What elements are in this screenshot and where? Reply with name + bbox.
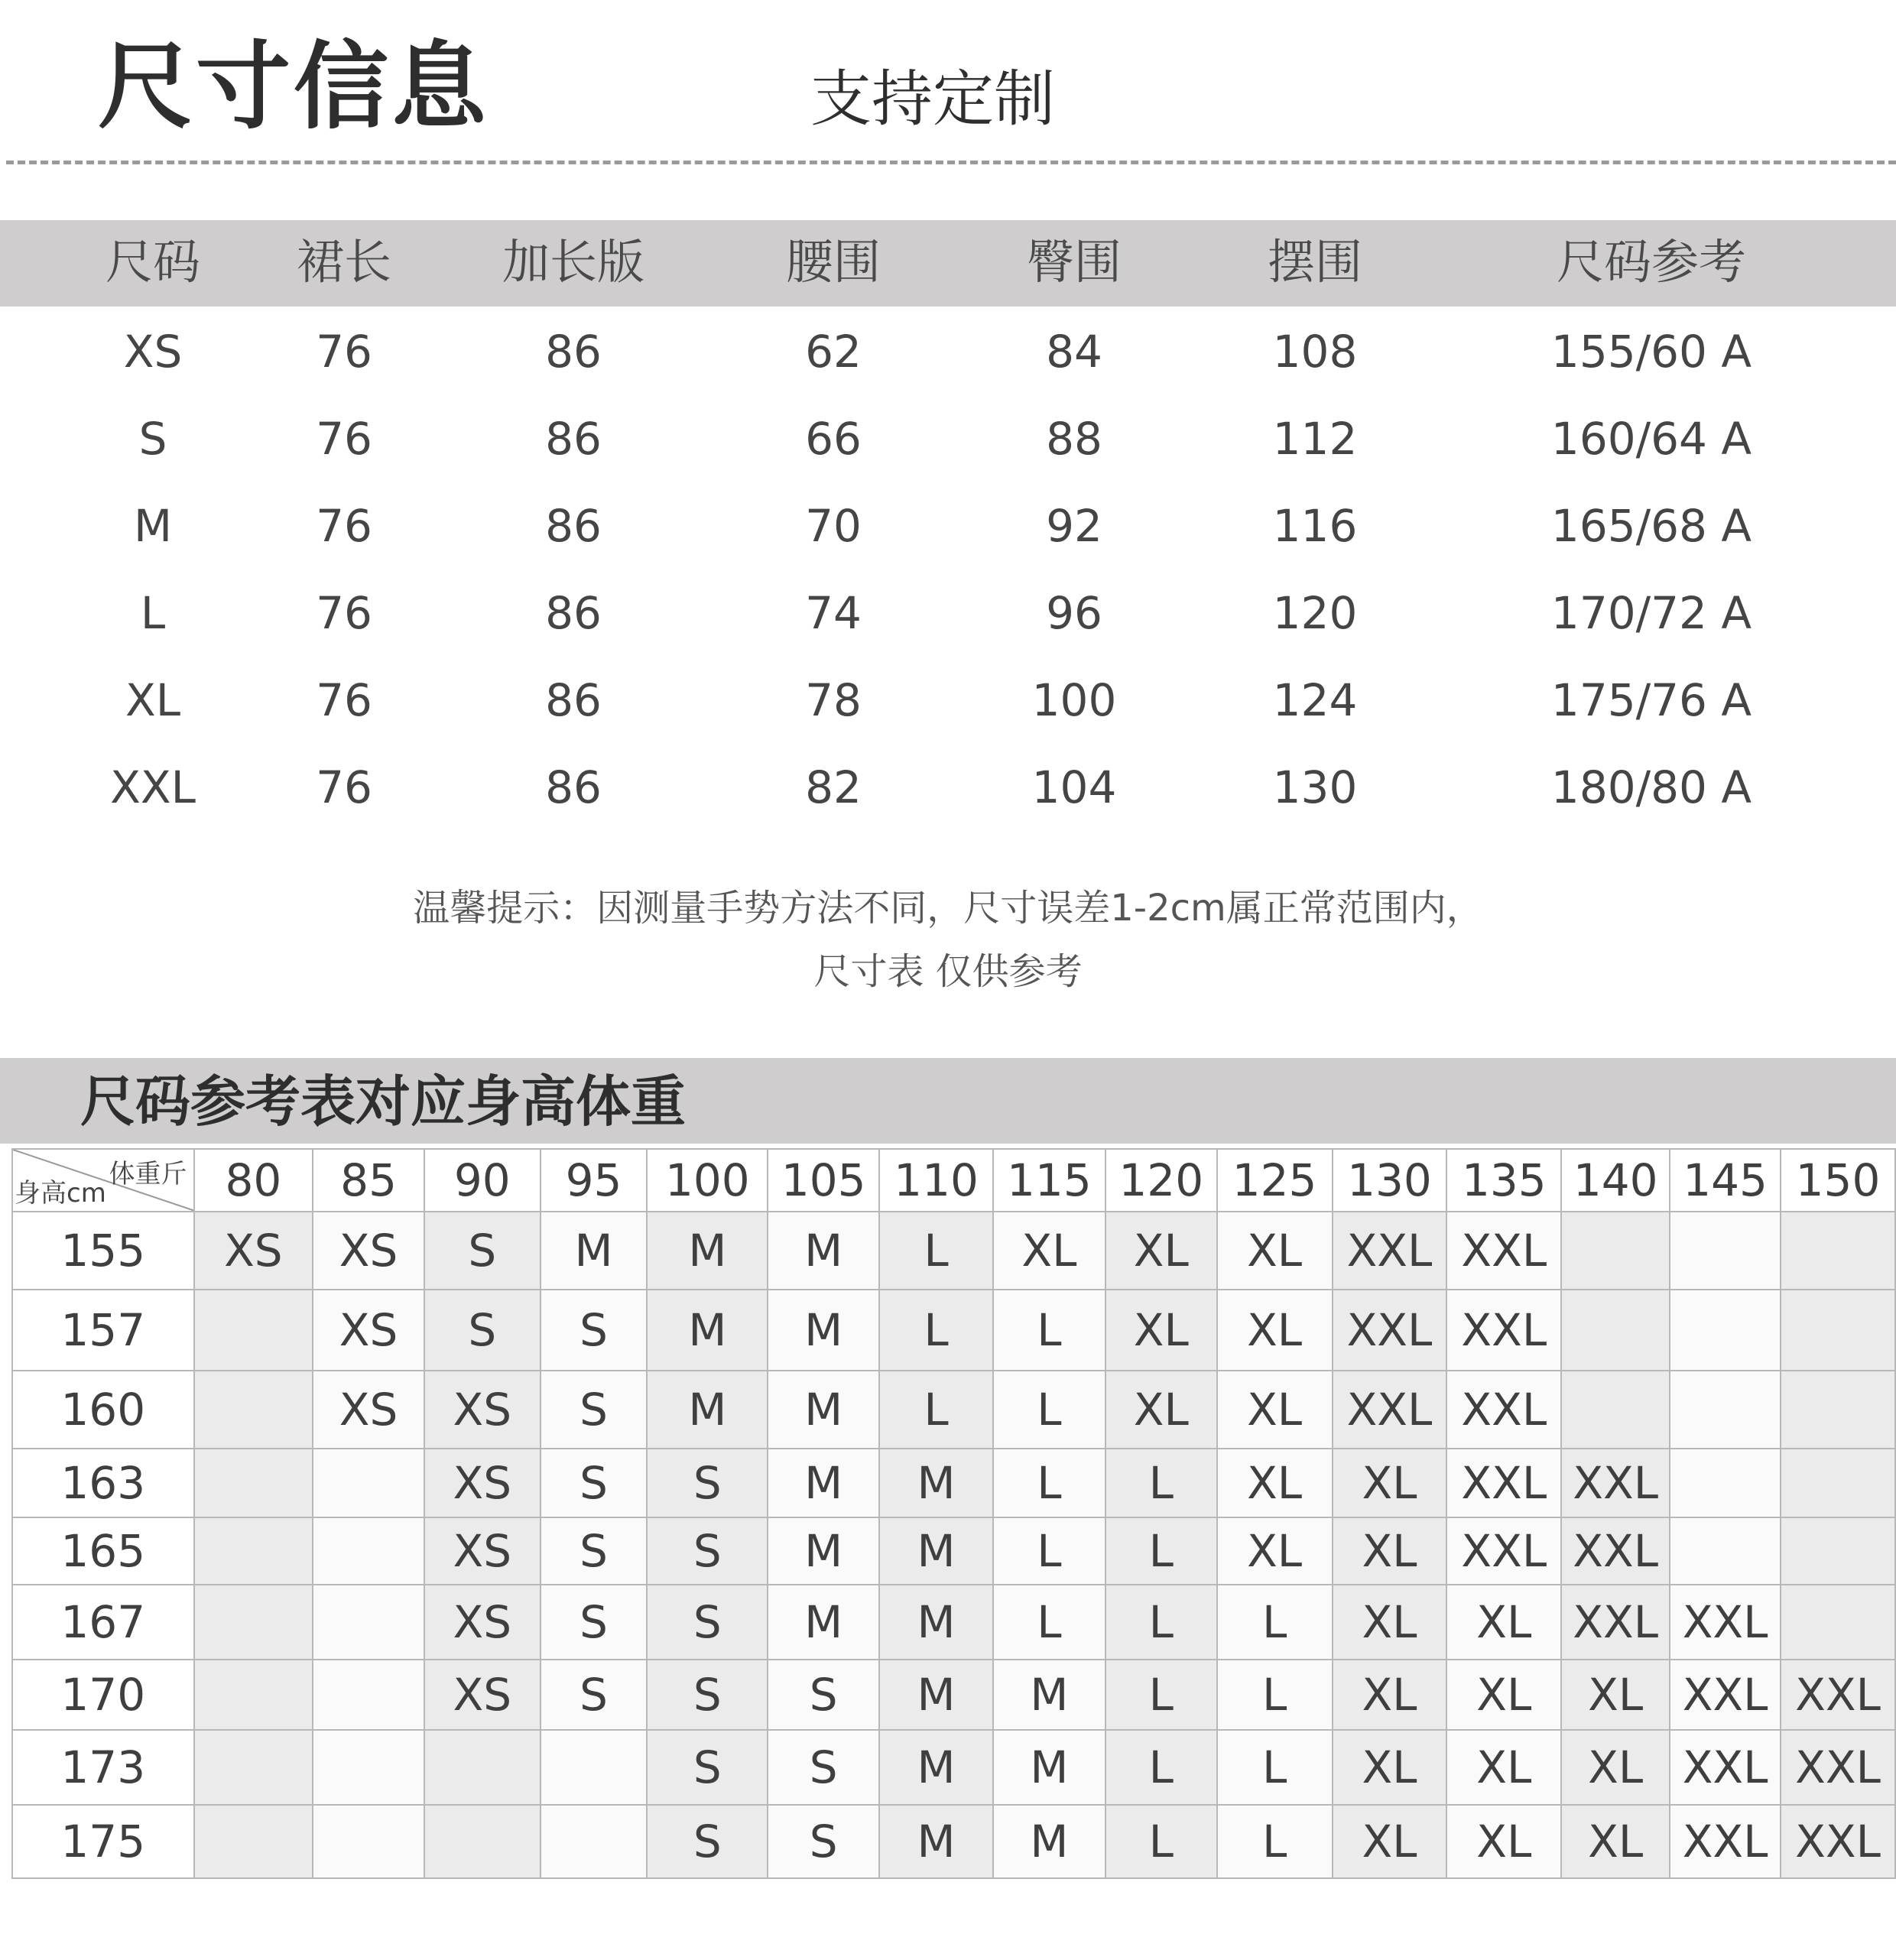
size-cell <box>1670 1371 1781 1449</box>
size-cell <box>313 1730 424 1805</box>
size-cell <box>194 1730 313 1805</box>
height-label-cell: 170 <box>12 1660 194 1730</box>
size-cell: XXL <box>1446 1449 1561 1517</box>
size-cell <box>313 1585 424 1660</box>
size-col-header: 加长版 <box>502 234 645 290</box>
size-cell: L <box>1217 1730 1333 1805</box>
weight-header-cell: 130 <box>1333 1149 1447 1212</box>
size-cell: XL <box>1333 1805 1447 1878</box>
height-label-cell: 165 <box>12 1517 194 1585</box>
size-cell <box>424 1805 541 1878</box>
height-label-cell: 160 <box>12 1371 194 1449</box>
size-value-cell: 86 <box>545 500 602 552</box>
size-cell: M <box>541 1212 648 1290</box>
height-label-cell: 163 <box>12 1449 194 1517</box>
size-cell: L <box>1217 1585 1333 1660</box>
size-cell: S <box>647 1585 768 1660</box>
size-cell: S <box>541 1585 648 1660</box>
height-label-cell: 173 <box>12 1730 194 1805</box>
height-label-cell: 167 <box>12 1585 194 1660</box>
size-cell: XS <box>424 1449 541 1517</box>
size-cell: S <box>424 1290 541 1371</box>
table-row <box>12 1585 1895 1660</box>
size-cell: M <box>879 1585 993 1660</box>
weight-header-cell: 80 <box>194 1149 313 1212</box>
size-cell: S <box>647 1449 768 1517</box>
size-value-cell: 124 <box>1272 674 1358 726</box>
size-cell: M <box>993 1730 1105 1805</box>
size-cell: L <box>1105 1449 1217 1517</box>
size-value-cell: 76 <box>316 761 372 813</box>
size-cell: L <box>879 1290 993 1371</box>
size-cell: L <box>993 1517 1105 1585</box>
table-row <box>12 1371 1895 1449</box>
size-value-cell: 180/80 A <box>1550 761 1752 813</box>
size-cell: XS <box>424 1517 541 1585</box>
size-cell: L <box>1105 1660 1217 1730</box>
size-cell: XL <box>1446 1660 1561 1730</box>
size-cell: XXL <box>1781 1805 1895 1878</box>
weight-header-cell: 150 <box>1781 1149 1895 1212</box>
size-cell: XL <box>1561 1660 1670 1730</box>
size-cell: XL <box>1217 1290 1333 1371</box>
size-label-cell: L <box>140 587 166 639</box>
size-cell <box>1781 1212 1895 1290</box>
size-cell <box>1561 1290 1670 1371</box>
size-cell: M <box>993 1805 1105 1878</box>
size-cell: S <box>768 1660 879 1730</box>
size-cell: XXL <box>1781 1660 1895 1730</box>
size-cell: L <box>1105 1805 1217 1878</box>
size-cell: XL <box>1217 1517 1333 1585</box>
size-cell <box>1670 1212 1781 1290</box>
size-cell: M <box>647 1212 768 1290</box>
weight-header-cell: 145 <box>1670 1149 1781 1212</box>
size-cell: M <box>993 1660 1105 1730</box>
size-label-cell: XXL <box>110 761 196 813</box>
size-value-cell: 86 <box>545 413 602 465</box>
size-cell: XS <box>313 1290 424 1371</box>
size-value-cell: 76 <box>316 326 372 378</box>
size-cell <box>1670 1449 1781 1517</box>
size-cell: XL <box>1217 1212 1333 1290</box>
size-value-cell: 92 <box>1046 500 1102 552</box>
size-cell <box>194 1290 313 1371</box>
size-value-cell: 100 <box>1031 674 1117 726</box>
size-cell <box>194 1585 313 1660</box>
size-cell: XL <box>1105 1371 1217 1449</box>
size-value-cell: 86 <box>545 326 602 378</box>
height-label-cell: 155 <box>12 1212 194 1290</box>
size-cell: XL <box>1333 1730 1447 1805</box>
size-cell: XS <box>424 1371 541 1449</box>
size-col-header: 尺码 <box>105 234 201 290</box>
size-cell: M <box>768 1517 879 1585</box>
height-label-cell: 175 <box>12 1805 194 1878</box>
size-cell: XL <box>1333 1449 1447 1517</box>
size-value-cell: 78 <box>805 674 862 726</box>
size-cell <box>1781 1517 1895 1585</box>
page-title: 尺寸信息 <box>98 32 490 142</box>
size-value-cell: 82 <box>805 761 862 813</box>
size-value-cell: 96 <box>1046 587 1102 639</box>
size-cell: M <box>768 1585 879 1660</box>
size-cell: XS <box>194 1212 313 1290</box>
size-cell: XS <box>424 1585 541 1660</box>
size-value-cell: 86 <box>545 761 602 813</box>
size-cell: S <box>768 1730 879 1805</box>
size-cell <box>313 1805 424 1878</box>
size-cell: S <box>541 1371 648 1449</box>
size-label-cell: XL <box>125 674 181 726</box>
size-value-cell: 170/72 A <box>1550 587 1752 639</box>
size-label-cell: XS <box>123 326 183 378</box>
weight-header-cell: 140 <box>1561 1149 1670 1212</box>
size-value-cell: 76 <box>316 413 372 465</box>
size-value-cell: 120 <box>1272 587 1358 639</box>
size-cell: L <box>993 1585 1105 1660</box>
size-cell <box>1670 1290 1781 1371</box>
size-cell: L <box>1105 1517 1217 1585</box>
size-cell: M <box>768 1449 879 1517</box>
size-cell: S <box>647 1517 768 1585</box>
size-cell: XL <box>1105 1212 1217 1290</box>
size-cell <box>424 1730 541 1805</box>
size-value-cell: 76 <box>316 674 372 726</box>
size-cell: S <box>541 1517 648 1585</box>
size-cell <box>194 1449 313 1517</box>
corner-weight-label: 体重斤 <box>109 1159 187 1189</box>
size-cell: L <box>879 1212 993 1290</box>
size-value-cell: 112 <box>1272 413 1358 465</box>
tip-line-2: 尺寸表 仅供参考 <box>813 950 1083 993</box>
size-cell: XL <box>1446 1805 1561 1878</box>
size-value-cell: 130 <box>1272 761 1358 813</box>
size-cell: L <box>1217 1805 1333 1878</box>
size-cell: XXL <box>1446 1371 1561 1449</box>
size-col-header: 臀围 <box>1026 234 1122 290</box>
table-row <box>12 1290 1895 1371</box>
size-cell: S <box>424 1212 541 1290</box>
size-cell: S <box>647 1730 768 1805</box>
size-cell: XXL <box>1446 1290 1561 1371</box>
size-value-cell: 88 <box>1046 413 1102 465</box>
size-cell: XL <box>1333 1517 1447 1585</box>
size-cell: XS <box>313 1371 424 1449</box>
weight-header-cell: 105 <box>768 1149 879 1212</box>
size-cell: XS <box>313 1212 424 1290</box>
page-subtitle: 支持定制 <box>810 63 1055 135</box>
size-cell: XXL <box>1561 1585 1670 1660</box>
size-col-header: 腰围 <box>785 234 881 290</box>
size-cell: XXL <box>1561 1517 1670 1585</box>
size-cell: S <box>541 1660 648 1730</box>
size-value-cell: 76 <box>316 500 372 552</box>
size-cell: XL <box>1105 1290 1217 1371</box>
size-value-cell: 66 <box>805 413 862 465</box>
size-cell: XXL <box>1561 1449 1670 1517</box>
size-label-cell: S <box>138 413 167 465</box>
size-cell: M <box>879 1805 993 1878</box>
table-row <box>12 1212 1895 1290</box>
tip-line-1: 温馨提示：因测量手势方法不同，尺寸误差1-2cm属正常范围内， <box>413 887 1483 930</box>
size-cell <box>313 1660 424 1730</box>
size-value-cell: 155/60 A <box>1550 326 1752 378</box>
size-cell: S <box>647 1805 768 1878</box>
size-cell: XL <box>993 1212 1105 1290</box>
weight-header-cell: 120 <box>1105 1149 1217 1212</box>
size-cell: M <box>879 1660 993 1730</box>
size-cell: S <box>541 1449 648 1517</box>
size-col-header: 裙长 <box>296 234 392 290</box>
size-cell: XS <box>424 1660 541 1730</box>
size-value-cell: 165/68 A <box>1550 500 1752 552</box>
weight-header-cell: 115 <box>993 1149 1105 1212</box>
size-cell <box>541 1730 648 1805</box>
size-cell <box>1781 1371 1895 1449</box>
size-cell: XL <box>1446 1585 1561 1660</box>
table-row <box>12 1730 1895 1805</box>
weight-header-cell: 95 <box>541 1149 648 1212</box>
size-cell: M <box>647 1290 768 1371</box>
size-cell <box>313 1449 424 1517</box>
size-cell: L <box>993 1449 1105 1517</box>
size-cell: XL <box>1333 1585 1447 1660</box>
size-label-cell: M <box>133 500 173 552</box>
size-cell <box>1561 1212 1670 1290</box>
size-cell <box>194 1371 313 1449</box>
weight-header-cell: 135 <box>1446 1149 1561 1212</box>
size-col-header: 尺码参考 <box>1556 234 1747 290</box>
table-row <box>12 1660 1895 1730</box>
size-cell: L <box>1105 1730 1217 1805</box>
size-table-header <box>0 220 1896 307</box>
size-cell <box>313 1517 424 1585</box>
reference-title-bar <box>0 1058 1896 1144</box>
size-cell: XL <box>1446 1730 1561 1805</box>
size-reference-grid <box>11 1148 1896 1879</box>
dashed-divider <box>6 161 1896 164</box>
size-cell <box>1670 1517 1781 1585</box>
size-value-cell: 175/76 A <box>1550 674 1752 726</box>
size-cell: M <box>768 1290 879 1371</box>
size-cell: M <box>879 1449 993 1517</box>
size-value-cell: 108 <box>1272 326 1358 378</box>
size-value-cell: 84 <box>1046 326 1102 378</box>
size-cell: XXL <box>1670 1730 1781 1805</box>
size-value-cell: 86 <box>545 587 602 639</box>
size-cell: XL <box>1561 1805 1670 1878</box>
size-value-cell: 70 <box>805 500 862 552</box>
size-cell: XL <box>1217 1449 1333 1517</box>
weight-header-cell: 85 <box>313 1149 424 1212</box>
size-cell <box>1561 1371 1670 1449</box>
size-cell: L <box>993 1290 1105 1371</box>
table-row <box>12 1805 1895 1878</box>
weight-header-cell: 100 <box>647 1149 768 1212</box>
reference-title: 尺码参考表对应身高体重 <box>80 1069 687 1134</box>
size-cell: XL <box>1333 1660 1447 1730</box>
size-cell: XL <box>1561 1730 1670 1805</box>
size-cell: L <box>1105 1585 1217 1660</box>
size-cell: L <box>993 1371 1105 1449</box>
grid-corner-cell <box>12 1149 194 1212</box>
height-label-cell: 157 <box>12 1290 194 1371</box>
table-row <box>12 1517 1895 1585</box>
size-cell: XXL <box>1670 1585 1781 1660</box>
size-value-cell: 86 <box>545 674 602 726</box>
size-cell: XXL <box>1446 1212 1561 1290</box>
corner-height-label: 身高cm <box>15 1178 106 1209</box>
size-cell: S <box>768 1805 879 1878</box>
size-cell <box>194 1660 313 1730</box>
weight-header-cell: 90 <box>424 1149 541 1212</box>
table-row <box>12 1449 1895 1517</box>
size-value-cell: 74 <box>805 587 862 639</box>
size-cell: M <box>647 1371 768 1449</box>
size-value-cell: 104 <box>1031 761 1117 813</box>
size-cell: XXL <box>1781 1730 1895 1805</box>
size-value-cell: 76 <box>316 587 372 639</box>
size-cell: M <box>879 1517 993 1585</box>
size-cell: L <box>879 1371 993 1449</box>
size-cell <box>541 1805 648 1878</box>
size-cell: XXL <box>1333 1371 1447 1449</box>
weight-header-cell: 125 <box>1217 1149 1333 1212</box>
size-cell: L <box>1217 1660 1333 1730</box>
size-cell: XL <box>1217 1371 1333 1449</box>
size-cell: XXL <box>1670 1660 1781 1730</box>
size-value-cell: 62 <box>805 326 862 378</box>
size-value-cell: 160/64 A <box>1550 413 1752 465</box>
size-cell <box>194 1805 313 1878</box>
size-col-header: 摆围 <box>1267 234 1363 290</box>
size-cell: M <box>768 1212 879 1290</box>
size-cell <box>1781 1585 1895 1660</box>
size-cell <box>1781 1290 1895 1371</box>
size-cell: XXL <box>1670 1805 1781 1878</box>
size-cell: XXL <box>1446 1517 1561 1585</box>
size-cell: M <box>768 1371 879 1449</box>
size-value-cell: 116 <box>1272 500 1358 552</box>
size-cell <box>194 1517 313 1585</box>
size-cell: S <box>647 1660 768 1730</box>
size-cell: XXL <box>1333 1290 1447 1371</box>
size-cell: M <box>879 1730 993 1805</box>
size-cell <box>1781 1449 1895 1517</box>
size-cell: XXL <box>1333 1212 1447 1290</box>
size-cell: S <box>541 1290 648 1371</box>
weight-header-cell: 110 <box>879 1149 993 1212</box>
